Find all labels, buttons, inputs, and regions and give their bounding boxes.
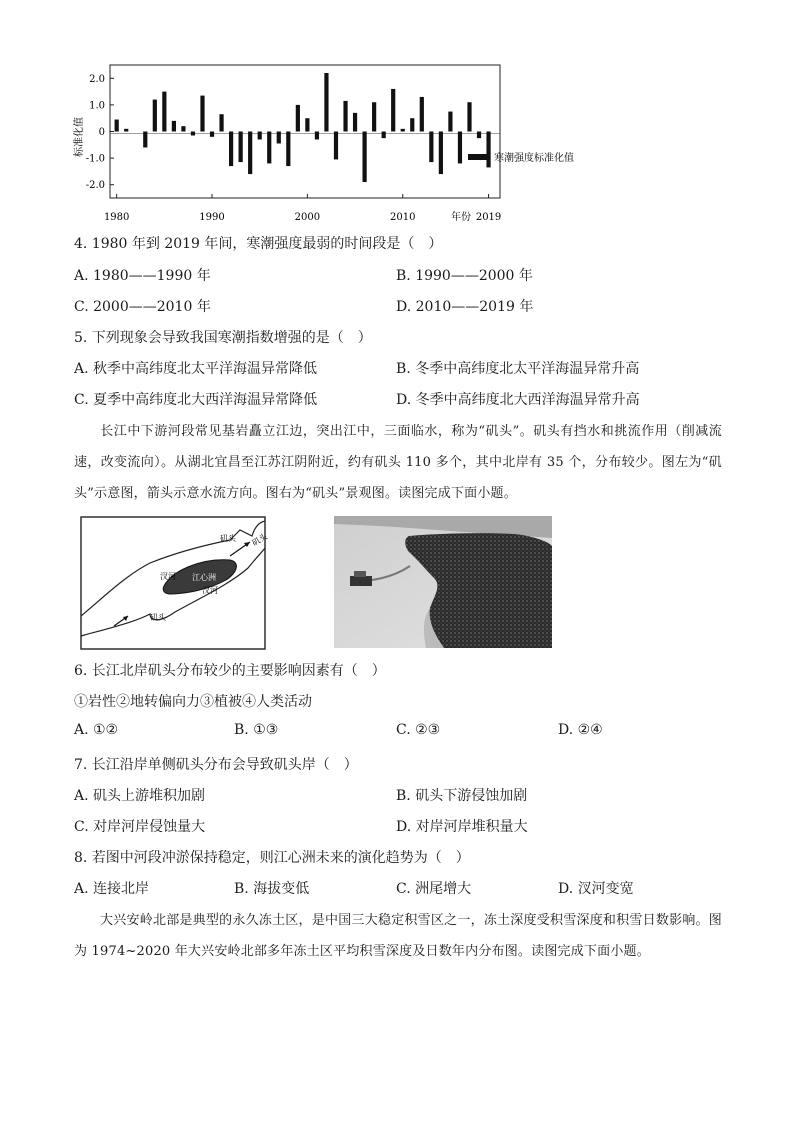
label-channel-left: 汊河	[160, 572, 176, 581]
bar-2015	[448, 112, 452, 132]
bars-group	[115, 73, 491, 182]
y-axis-label: 标准化值	[74, 117, 85, 157]
y-tick-label: -2.0	[85, 180, 105, 192]
q6-factors: ①岩性②地转偏向力③植被④人类活动	[74, 694, 312, 710]
jitou-landscape-photo	[334, 516, 552, 648]
label-jitou-top: 矶头	[220, 534, 236, 543]
bar-2017	[467, 102, 471, 131]
x-axis-unit-label: 年份	[451, 212, 471, 223]
q4-option-b[interactable]: B. 1990——2000 年	[396, 268, 533, 284]
bar-2001	[315, 132, 319, 140]
q6-option-b[interactable]: B. ①③	[234, 722, 279, 738]
bar-1996	[267, 132, 271, 164]
q7-option-a[interactable]: A. 矶头上游堆积加剧	[74, 788, 206, 804]
bar-1981	[124, 129, 128, 132]
q6-option-a[interactable]: A. ①②	[74, 722, 119, 738]
bar-2012	[420, 97, 424, 132]
bar-1987	[181, 126, 185, 131]
bar-2010	[401, 129, 405, 132]
q4-option-d[interactable]: D. 2010——2019 年	[396, 299, 534, 315]
bar-2014	[439, 132, 443, 175]
bar-1993	[239, 132, 243, 163]
x-tick-label: 1990	[199, 212, 225, 223]
bar-1989	[200, 96, 204, 132]
bar-1985	[162, 92, 166, 132]
bar-1990	[210, 132, 214, 137]
bar-2007	[372, 102, 376, 131]
label-island: 江心洲	[192, 573, 216, 582]
bar-1999	[296, 105, 300, 132]
q8-option-c[interactable]: C. 洲尾增大	[396, 881, 472, 897]
bar-2011	[410, 118, 414, 131]
bar-1984	[153, 100, 157, 132]
bar-2006	[363, 132, 367, 183]
bar-2018	[477, 132, 481, 139]
q5-option-c[interactable]: C. 夏季中高纬度北大西洋海温异常降低	[74, 392, 318, 408]
y-tick-label: 1.0	[89, 100, 105, 112]
label-jitou-right: 矶头	[250, 531, 269, 548]
bar-2008	[382, 132, 386, 139]
bar-1986	[172, 121, 176, 132]
passage-jitou	[74, 416, 722, 509]
q5-stem: 5. 下列现象会导致我国寒潮指数增强的是（ ）	[74, 330, 372, 346]
passage-permafrost-text: 大兴安岭北部是典型的永久冻土区，是中国三大稳定积雪区之一，冻土深度受积雪深度和积雪日数影响。图为 1974~2020 年大兴安岭北部多年冻土区平均积雪深度及日数年内分布图。读图完成下面小题。	[74, 913, 722, 959]
q4-stem: 4. 1980 年到 2019 年间，寒潮强度最弱的时间段是（ ）	[74, 236, 443, 252]
x-tick-label: 2000	[294, 212, 321, 223]
bar-1988	[191, 132, 195, 136]
x-tick-label: 2019	[475, 212, 502, 223]
bar-2000	[305, 118, 309, 131]
x-tick-label: 1980	[103, 212, 130, 223]
bar-2003	[334, 132, 338, 160]
q7-option-d[interactable]: D. 对岸河岸堆积量大	[396, 819, 528, 835]
jitou-photo-svg	[334, 516, 552, 648]
label-channel-right: 汊河	[202, 586, 218, 595]
bar-1997	[277, 132, 281, 144]
q6-option-c[interactable]: C. ②③	[396, 722, 441, 738]
bar-2019	[486, 132, 490, 168]
x-tick-label: 2010	[390, 212, 416, 223]
bar-2005	[353, 113, 357, 132]
y-tick-label: 2.0	[89, 73, 105, 85]
bar-2004	[343, 101, 347, 132]
q4-option-c[interactable]: C. 2000——2010 年	[74, 299, 211, 315]
label-jitou-bottom: 矶头	[150, 613, 166, 622]
bar-1992	[229, 132, 233, 167]
q7-stem: 7. 长江沿岸单侧矶头分布会导致矶头岸（ ）	[74, 757, 358, 773]
jitou-diagram-svg	[80, 516, 269, 650]
q5-option-b[interactable]: B. 冬季中高纬度北太平洋海温异常升高	[396, 361, 640, 377]
cold-wave-chart	[60, 55, 620, 230]
q8-option-d[interactable]: D. 汊河变宽	[558, 881, 634, 897]
bar-1991	[219, 114, 223, 131]
q8-option-b[interactable]: B. 海拔变低	[234, 881, 310, 897]
cold-wave-chart-svg	[60, 55, 620, 230]
bar-2013	[429, 132, 433, 163]
q4-option-a[interactable]: A. 1980——1990 年	[74, 268, 211, 284]
bar-1980	[115, 120, 119, 132]
legend-label: 寒潮强度标准化值	[494, 153, 574, 164]
legend-swatch	[468, 154, 490, 160]
q8-stem: 8. 若图中河段冲淤保持稳定，则江心洲未来的演化趋势为（ ）	[74, 850, 470, 866]
bar-1998	[286, 132, 290, 167]
y-tick-label: -1.0	[85, 153, 105, 165]
jitou-diagram	[80, 516, 269, 650]
q5-option-a[interactable]: A. 秋季中高纬度北太平洋海温异常降低	[74, 361, 318, 377]
passage-jitou-text: 长江中下游河段常见基岩矗立江边，突出江中，三面临水，称为“矶头”。矶头有挡水和挑流作用（削减流速，改变流向）。从湖北宜昌至江苏江阴附近，约有矶头 110 多个，其中北岸有 35 个，分布较少。图左为“矶头”示意图，箭头示意水流方向。图右为“矶头”景观图。读图完成下面小题。	[74, 424, 722, 501]
q7-option-c[interactable]: C. 对岸河岸侵蚀量大	[74, 819, 206, 835]
q5-option-d[interactable]: D. 冬季中高纬度北大西洋海温异常升高	[396, 392, 640, 408]
q7-option-b[interactable]: B. 矶头下游侵蚀加剧	[396, 788, 528, 804]
y-tick-label: 0	[98, 127, 105, 138]
passage-permafrost	[74, 905, 722, 967]
bar-1995	[258, 132, 262, 140]
bar-1983	[143, 132, 147, 148]
q6-option-d[interactable]: D. ②④	[558, 722, 603, 738]
bar-2009	[391, 89, 395, 132]
bar-1994	[248, 132, 252, 175]
bar-2016	[458, 132, 462, 164]
q6-stem: 6. 长江北岸矶头分布较少的主要影响因素有（ ）	[74, 663, 386, 679]
bar-2002	[324, 73, 328, 132]
q8-option-a[interactable]: A. 连接北岸	[74, 881, 150, 897]
